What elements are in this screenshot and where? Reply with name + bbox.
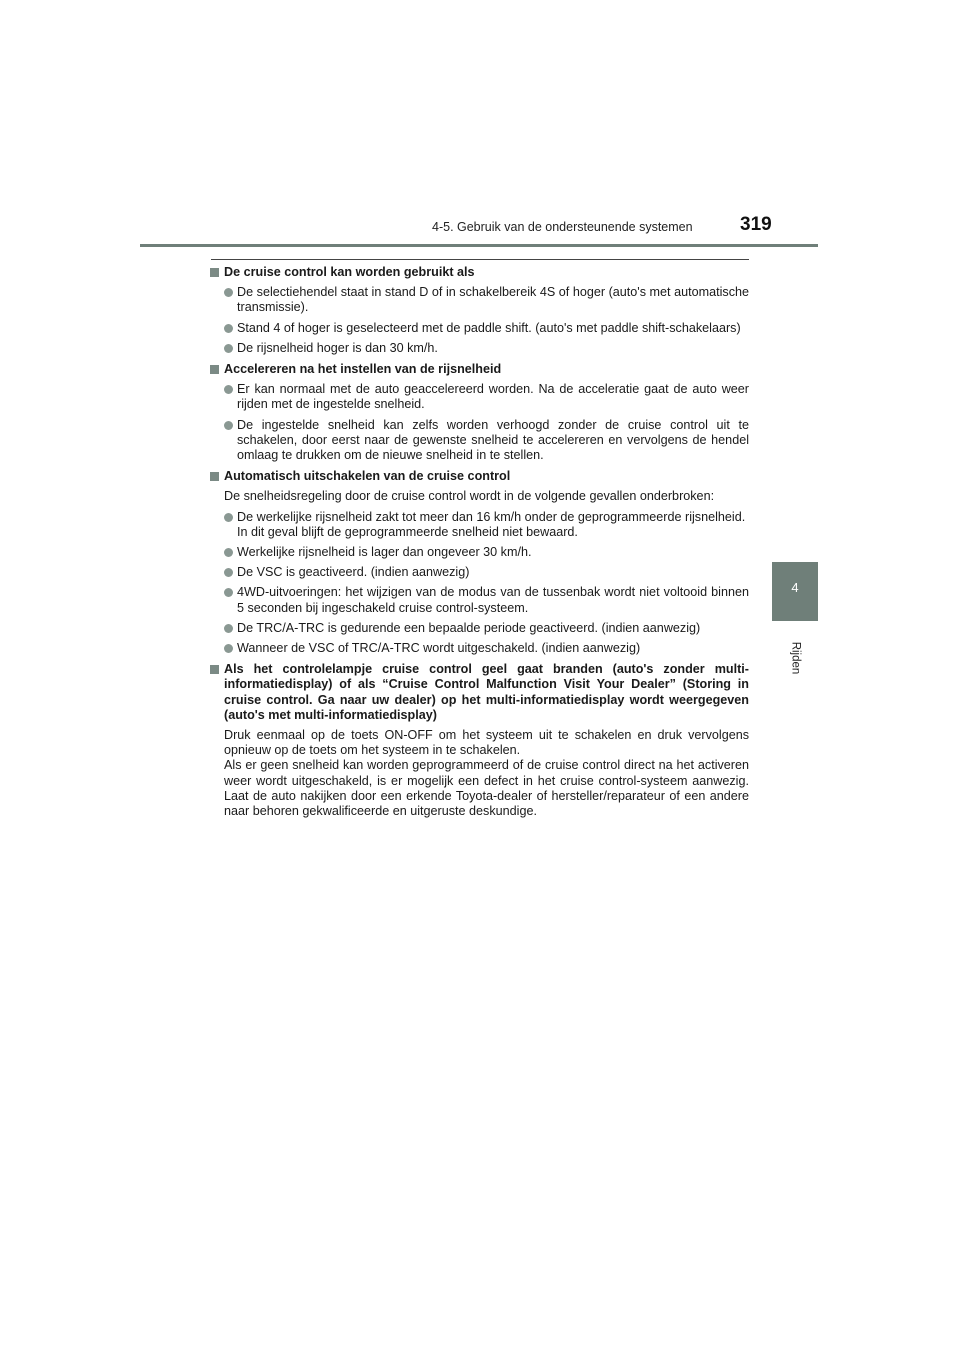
list-item-text: Werkelijke rijsnelheid is lager dan ongeveer 30 km/h. [237,545,532,560]
chapter-tab-number: 4 [791,580,799,595]
list-item-text: De TRC/A-TRC is gedurende een bepaalde periode geactiveerd. (indien aanwezig) [237,620,701,635]
round-bullet-icon [224,385,233,394]
list-item-text: De ingestelde snelheid kan zelfs worden verhoogd zonder de cruise control uit te schakelen, door eerst naar de gewenste snelheid te accelereren en vervolgens de hendel omlaag te drukken om de nieuwe snelheid in te stellen. [237,417,749,463]
section-heading-text: Als het controlelampje cruise control geel gaat branden (auto's zonder multi-informatiedisplay) of als “Cruise Control Malfunction Visit Your Dealer” (Storing in cruise control. Ga naar uw dealer) op het multi-informatiedisplay wordt weergegeven (auto's met multi-informatiedisplay) [224,662,749,722]
chapter-title: 4-5. Gebruik van de ondersteunende systemen [432,220,693,234]
round-bullet-icon [224,624,233,633]
list-item-text: De VSC is geactiveerd. (indien aanwezig) [237,565,470,580]
round-bullet-icon [224,288,233,297]
list-item [210,321,749,336]
list-item-text: De werkelijke rijsnelheid zakt tot meer dan 16 km/h onder de geprogrammeerde rijsnelheid. [237,509,746,524]
list-item [210,382,749,412]
chapter-tab-label [772,628,818,688]
round-bullet-icon [224,568,233,577]
square-bullet-icon [210,268,219,277]
list-item-note: In dit geval blijft de geprogrammeerde snelheid niet bewaard. [237,524,578,539]
list-item [210,585,749,615]
round-bullet-icon [224,644,233,653]
list-item [210,565,749,580]
content-divider [211,259,749,260]
list-item-text: Er kan normaal met de auto geaccelereerd worden. Na de acceleratie gaat de auto weer rijden met de ingestelde snelheid. [237,382,749,412]
section-heading-text: Automatisch uitschakelen van de cruise control [224,469,511,484]
list-item-text: De selectiehendel staat in stand D of in schakelbereik 4S of hoger (auto's met automatische transmissie). [237,285,749,315]
square-bullet-icon [210,665,219,674]
list-item [210,285,749,315]
section-intro: De snelheidsregeling door de cruise control wordt in de volgende gevallen onderbroken: [224,489,715,504]
round-bullet-icon [224,344,233,353]
list-item-text: De rijsnelheid hoger is dan 30 km/h. [237,340,438,355]
paragraph [210,728,749,819]
square-bullet-icon [210,472,219,481]
list-item [210,510,749,540]
paragraph-text: Als er geen snelheid kan worden geprogrammeerd of de cruise control direct na het activeren weer wordt uitgeschakeld, is er mogelijk een defect in het cruise control-systeem aanwezig. Laat de auto nakijken door een erkende Toyota-dealer of hersteller/reparateur of een andere naar behoren gekwalificeerde en uitgeruste deskundige. [224,758,749,819]
list-item [210,641,749,656]
section-heading [210,265,749,280]
section-heading-text: De cruise control kan worden gebruikt als [224,265,475,279]
chapter-tab [772,562,818,621]
list-item [210,341,749,356]
round-bullet-icon [224,588,233,597]
round-bullet-icon [224,513,233,522]
list-item [210,545,749,560]
list-item-text: Wanneer de VSC of TRC/A-TRC wordt uitgeschakeld. (indien aanwezig) [237,641,641,656]
round-bullet-icon [224,421,233,430]
header-divider [140,244,818,247]
square-bullet-icon [210,365,219,374]
section-heading [210,662,749,723]
list-item-text: Stand 4 of hoger is geselecteerd met de paddle shift. (auto's met paddle shift-schakelaars) [237,320,741,335]
list-item [210,621,749,636]
chapter-tab-label-text: Rijden [788,641,801,675]
round-bullet-icon [224,324,233,333]
paragraph-text: Druk eenmaal op de toets ON-OFF om het systeem uit te schakelen en druk vervolgens opnieuw op de toets om het systeem in te schakelen. [224,728,749,758]
round-bullet-icon [224,548,233,557]
main-content [210,265,749,819]
section-heading [210,362,749,377]
list-item [210,418,749,464]
page-number: 319 [740,214,772,235]
list-item-text: 4WD-uitvoeringen: het wijzigen van de modus van de tussenbak wordt niet voltooid binnen 5 seconden bij ingeschakeld cruise control-systeem. [237,585,749,615]
section-heading-text: Accelereren na het instellen van de rijsnelheid [224,362,502,377]
section-heading [210,469,749,484]
